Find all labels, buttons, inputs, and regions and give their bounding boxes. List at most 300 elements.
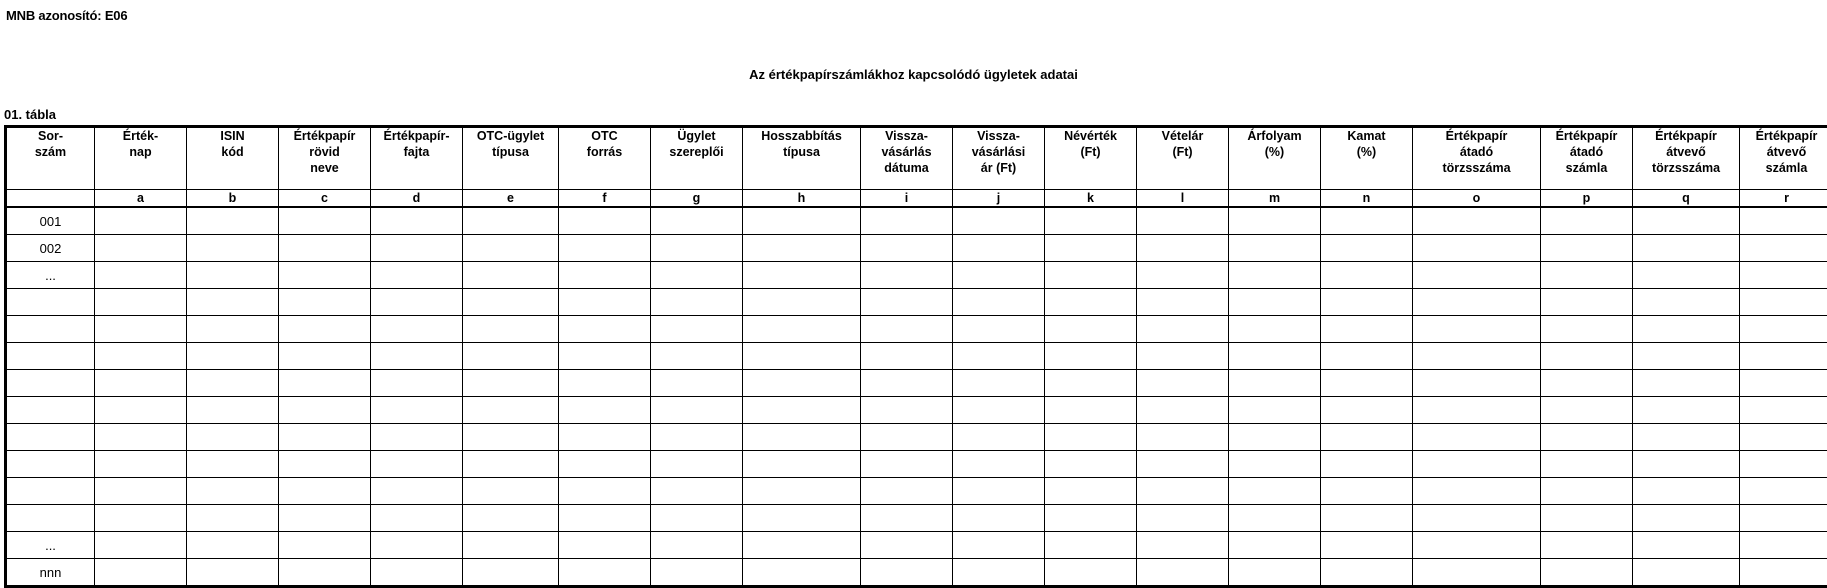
data-cell xyxy=(371,289,463,316)
data-cell xyxy=(1321,207,1413,235)
column-code: a xyxy=(95,190,187,208)
data-cell xyxy=(651,370,743,397)
data-cell xyxy=(187,343,279,370)
data-cell xyxy=(1137,235,1229,262)
data-cell xyxy=(1321,451,1413,478)
column-header: Vissza- vásárlás dátuma xyxy=(861,127,953,190)
table-row xyxy=(6,559,1827,587)
data-cell xyxy=(1413,262,1541,289)
data-cell xyxy=(651,424,743,451)
data-cell xyxy=(1137,289,1229,316)
data-cell xyxy=(279,505,371,532)
data-cell xyxy=(651,451,743,478)
column-code: f xyxy=(559,190,651,208)
data-cell xyxy=(559,370,651,397)
data-cell xyxy=(1541,532,1633,559)
data-cell xyxy=(651,316,743,343)
column-code: q xyxy=(1633,190,1740,208)
column-code: l xyxy=(1137,190,1229,208)
column-header: Értékpapír átvevő törzsszáma xyxy=(1633,127,1740,190)
data-cell xyxy=(861,370,953,397)
data-cell xyxy=(861,532,953,559)
data-cell xyxy=(95,207,187,235)
data-cell xyxy=(95,505,187,532)
data-cell xyxy=(1413,559,1541,587)
document-title: Az értékpapírszámlákhoz kapcsolódó ügyletek adatai xyxy=(0,67,1827,82)
data-cell xyxy=(953,478,1045,505)
data-cell xyxy=(1229,316,1321,343)
data-cell xyxy=(1137,207,1229,235)
data-cell xyxy=(1413,235,1541,262)
data-cell xyxy=(187,289,279,316)
data-cell xyxy=(953,343,1045,370)
data-cell xyxy=(371,505,463,532)
column-header: Érték- nap xyxy=(95,127,187,190)
data-cell xyxy=(1321,397,1413,424)
data-cell xyxy=(463,559,559,587)
data-cell xyxy=(1137,451,1229,478)
data-cell xyxy=(1229,532,1321,559)
data-cell xyxy=(279,343,371,370)
data-cell xyxy=(95,559,187,587)
data-cell xyxy=(1633,451,1740,478)
column-code: b xyxy=(187,190,279,208)
column-code: c xyxy=(279,190,371,208)
data-cell xyxy=(371,397,463,424)
data-cell xyxy=(559,451,651,478)
data-cell xyxy=(953,532,1045,559)
data-cell xyxy=(651,289,743,316)
data-cell xyxy=(187,370,279,397)
mnb-identifier: MNB azonosító: E06 xyxy=(6,8,127,23)
data-cell xyxy=(1229,207,1321,235)
data-cell xyxy=(463,289,559,316)
data-cell xyxy=(743,343,861,370)
data-cell xyxy=(1541,505,1633,532)
data-cell xyxy=(559,397,651,424)
data-cell xyxy=(1740,424,1827,451)
data-cell xyxy=(1137,397,1229,424)
row-number: 001 xyxy=(6,207,95,235)
table-row xyxy=(6,451,1827,478)
data-cell xyxy=(861,235,953,262)
column-code: m xyxy=(1229,190,1321,208)
column-header: Értékpapír átadó számla xyxy=(1541,127,1633,190)
data-cell xyxy=(651,532,743,559)
row-number xyxy=(6,397,95,424)
column-header: Értékpapír rövid neve xyxy=(279,127,371,190)
data-cell xyxy=(95,289,187,316)
row-number: ... xyxy=(6,532,95,559)
column-code: n xyxy=(1321,190,1413,208)
table-row xyxy=(6,235,1827,262)
data-cell xyxy=(1413,424,1541,451)
data-cell xyxy=(1045,316,1137,343)
column-header: OTC-ügylet típusa xyxy=(463,127,559,190)
data-cell xyxy=(463,505,559,532)
column-header: Értékpapír átvevő számla xyxy=(1740,127,1827,190)
data-cell xyxy=(1229,505,1321,532)
data-cell xyxy=(1740,207,1827,235)
data-cell xyxy=(371,424,463,451)
data-cell xyxy=(95,343,187,370)
data-cell xyxy=(1633,532,1740,559)
column-header: Hosszabbítás típusa xyxy=(743,127,861,190)
data-cell xyxy=(371,316,463,343)
header-row xyxy=(6,127,1827,190)
data-cell xyxy=(1541,370,1633,397)
data-cell xyxy=(279,207,371,235)
data-cell xyxy=(187,424,279,451)
data-cell xyxy=(743,532,861,559)
data-cell xyxy=(1321,289,1413,316)
data-cell xyxy=(743,559,861,587)
data-cell xyxy=(187,451,279,478)
data-cell xyxy=(743,451,861,478)
data-cell xyxy=(743,478,861,505)
data-cell xyxy=(463,235,559,262)
data-cell xyxy=(1740,532,1827,559)
data-cell xyxy=(1137,343,1229,370)
data-cell xyxy=(1541,289,1633,316)
data-cell xyxy=(861,505,953,532)
data-cell xyxy=(95,397,187,424)
data-cell xyxy=(1321,532,1413,559)
data-cell xyxy=(1740,235,1827,262)
data-cell xyxy=(1413,451,1541,478)
data-cell xyxy=(371,370,463,397)
data-cell xyxy=(953,370,1045,397)
data-cell xyxy=(1229,235,1321,262)
column-code: k xyxy=(1045,190,1137,208)
column-code: j xyxy=(953,190,1045,208)
data-cell xyxy=(279,397,371,424)
data-cell xyxy=(1321,235,1413,262)
data-cell xyxy=(187,532,279,559)
data-cell xyxy=(1633,505,1740,532)
data-cell xyxy=(1045,505,1137,532)
data-cell xyxy=(187,505,279,532)
data-cell xyxy=(861,262,953,289)
data-cell xyxy=(1541,235,1633,262)
data-cell xyxy=(371,343,463,370)
table-row xyxy=(6,343,1827,370)
data-cell xyxy=(1321,370,1413,397)
data-cell xyxy=(1229,262,1321,289)
data-cell xyxy=(371,207,463,235)
data-cell xyxy=(1413,207,1541,235)
data-cell xyxy=(1633,343,1740,370)
table-row xyxy=(6,207,1827,235)
data-cell xyxy=(953,289,1045,316)
data-cell xyxy=(1740,478,1827,505)
data-cell xyxy=(1740,559,1827,587)
data-cell xyxy=(651,262,743,289)
data-cell xyxy=(1541,397,1633,424)
data-cell xyxy=(953,451,1045,478)
data-cell xyxy=(371,559,463,587)
row-number: ... xyxy=(6,262,95,289)
table-label: 01. tábla xyxy=(4,107,56,122)
data-cell xyxy=(861,451,953,478)
data-cell xyxy=(953,235,1045,262)
data-cell xyxy=(743,289,861,316)
column-header: Értékpapír átadó törzsszáma xyxy=(1413,127,1541,190)
data-cell xyxy=(651,478,743,505)
data-cell xyxy=(1045,451,1137,478)
data-cell xyxy=(279,424,371,451)
row-number xyxy=(6,478,95,505)
data-cell xyxy=(559,235,651,262)
column-code: e xyxy=(463,190,559,208)
data-cell xyxy=(1740,316,1827,343)
data-cell xyxy=(1740,343,1827,370)
data-cell xyxy=(1045,207,1137,235)
column-header: Névérték (Ft) xyxy=(1045,127,1137,190)
column-header: Értékpapír- fajta xyxy=(371,127,463,190)
data-cell xyxy=(1413,316,1541,343)
data-cell xyxy=(1633,370,1740,397)
data-cell xyxy=(187,235,279,262)
data-cell xyxy=(861,316,953,343)
row-number xyxy=(6,505,95,532)
data-cell xyxy=(371,235,463,262)
data-cell xyxy=(463,451,559,478)
row-number: nnn xyxy=(6,559,95,587)
data-cell xyxy=(861,397,953,424)
data-cell xyxy=(1321,478,1413,505)
data-cell xyxy=(1541,478,1633,505)
data-cell xyxy=(953,505,1045,532)
data-cell xyxy=(1321,505,1413,532)
data-cell xyxy=(1321,316,1413,343)
row-number: 002 xyxy=(6,235,95,262)
data-cell xyxy=(1740,451,1827,478)
data-cell xyxy=(1137,424,1229,451)
data-cell xyxy=(1229,370,1321,397)
data-cell xyxy=(559,532,651,559)
data-cell xyxy=(1229,397,1321,424)
table-row xyxy=(6,289,1827,316)
data-cell xyxy=(187,207,279,235)
data-cell xyxy=(953,424,1045,451)
table-row xyxy=(6,532,1827,559)
data-cell xyxy=(95,235,187,262)
data-cell xyxy=(743,207,861,235)
data-cell xyxy=(743,316,861,343)
data-cell xyxy=(1740,505,1827,532)
data-cell xyxy=(1137,532,1229,559)
column-code: g xyxy=(651,190,743,208)
data-cell xyxy=(463,370,559,397)
data-cell xyxy=(187,559,279,587)
data-cell xyxy=(1137,478,1229,505)
column-header: ISIN kód xyxy=(187,127,279,190)
data-cell xyxy=(559,424,651,451)
data-cell xyxy=(1045,235,1137,262)
data-cell xyxy=(95,262,187,289)
table-row xyxy=(6,478,1827,505)
column-code: o xyxy=(1413,190,1541,208)
table-row xyxy=(6,505,1827,532)
column-header: Árfolyam (%) xyxy=(1229,127,1321,190)
data-cell xyxy=(1045,397,1137,424)
data-cell xyxy=(1321,424,1413,451)
data-cell xyxy=(1045,343,1137,370)
data-cell xyxy=(1137,505,1229,532)
data-cell xyxy=(463,262,559,289)
table-row xyxy=(6,397,1827,424)
data-cell xyxy=(1229,451,1321,478)
data-cell xyxy=(187,478,279,505)
data-cell xyxy=(861,207,953,235)
data-cell xyxy=(743,370,861,397)
data-cell xyxy=(1137,262,1229,289)
data-cell xyxy=(1633,316,1740,343)
data-cell xyxy=(743,235,861,262)
data-cell xyxy=(371,478,463,505)
column-code: i xyxy=(861,190,953,208)
data-cell xyxy=(953,207,1045,235)
data-cell xyxy=(1740,289,1827,316)
data-cell xyxy=(279,451,371,478)
data-cell xyxy=(559,289,651,316)
row-number xyxy=(6,316,95,343)
data-cell xyxy=(463,532,559,559)
data-cell xyxy=(1740,262,1827,289)
data-cell xyxy=(1045,370,1137,397)
data-cell xyxy=(279,235,371,262)
data-cell xyxy=(1541,343,1633,370)
column-header: Sor- szám xyxy=(6,127,95,190)
data-cell xyxy=(1633,478,1740,505)
data-cell xyxy=(1541,262,1633,289)
data-cell xyxy=(559,478,651,505)
data-cell xyxy=(1413,397,1541,424)
data-cell xyxy=(95,451,187,478)
data-cell xyxy=(1321,343,1413,370)
data-cell xyxy=(463,316,559,343)
data-cell xyxy=(953,316,1045,343)
data-cell xyxy=(1633,207,1740,235)
data-cell xyxy=(1321,559,1413,587)
data-cell xyxy=(1229,559,1321,587)
data-cell xyxy=(95,316,187,343)
data-cell xyxy=(1541,451,1633,478)
row-number xyxy=(6,370,95,397)
data-cell xyxy=(1413,532,1541,559)
data-cell xyxy=(279,289,371,316)
column-header: OTC forrás xyxy=(559,127,651,190)
column-code xyxy=(6,190,95,208)
data-cell xyxy=(463,424,559,451)
table-row xyxy=(6,316,1827,343)
data-cell xyxy=(953,262,1045,289)
data-cell xyxy=(279,262,371,289)
data-cell xyxy=(95,370,187,397)
data-cell xyxy=(1229,478,1321,505)
data-cell xyxy=(651,397,743,424)
data-cell xyxy=(743,397,861,424)
data-cell xyxy=(463,397,559,424)
data-cell xyxy=(1413,478,1541,505)
table-row xyxy=(6,424,1827,451)
data-cell xyxy=(861,559,953,587)
data-cell xyxy=(1229,424,1321,451)
data-cell xyxy=(1740,370,1827,397)
data-cell xyxy=(371,451,463,478)
column-code: p xyxy=(1541,190,1633,208)
data-cell xyxy=(861,478,953,505)
data-cell xyxy=(95,532,187,559)
data-cell xyxy=(1413,370,1541,397)
data-cell xyxy=(559,505,651,532)
data-cell xyxy=(1633,235,1740,262)
data-cell xyxy=(1229,343,1321,370)
data-cell xyxy=(1740,397,1827,424)
data-cell xyxy=(187,316,279,343)
data-cell xyxy=(463,478,559,505)
data-cell xyxy=(861,289,953,316)
row-number xyxy=(6,289,95,316)
column-code-row xyxy=(6,190,1827,208)
data-cell xyxy=(1137,559,1229,587)
data-cell xyxy=(187,262,279,289)
data-cell xyxy=(861,343,953,370)
table-row xyxy=(6,262,1827,289)
column-header: Vissza- vásárlási ár (Ft) xyxy=(953,127,1045,190)
data-cell xyxy=(953,559,1045,587)
transactions-table xyxy=(4,125,1827,588)
data-cell xyxy=(371,532,463,559)
column-header: Kamat (%) xyxy=(1321,127,1413,190)
data-cell xyxy=(1413,289,1541,316)
column-header: Ügylet szereplői xyxy=(651,127,743,190)
data-cell xyxy=(559,559,651,587)
column-header: Vételár (Ft) xyxy=(1137,127,1229,190)
data-cell xyxy=(371,262,463,289)
data-cell xyxy=(1137,370,1229,397)
row-number xyxy=(6,343,95,370)
data-cell xyxy=(1045,424,1137,451)
data-cell xyxy=(95,478,187,505)
data-cell xyxy=(1633,262,1740,289)
data-cell xyxy=(1541,207,1633,235)
data-cell xyxy=(651,505,743,532)
data-cell xyxy=(1541,424,1633,451)
data-cell xyxy=(1045,532,1137,559)
data-cell xyxy=(279,532,371,559)
column-code: d xyxy=(371,190,463,208)
data-cell xyxy=(187,397,279,424)
column-code: h xyxy=(743,190,861,208)
data-cell xyxy=(559,207,651,235)
data-cell xyxy=(1633,397,1740,424)
data-cell xyxy=(1229,289,1321,316)
data-cell xyxy=(279,559,371,587)
data-cell xyxy=(1541,559,1633,587)
data-cell xyxy=(1633,424,1740,451)
data-cell xyxy=(651,207,743,235)
data-cell xyxy=(559,316,651,343)
row-number xyxy=(6,424,95,451)
data-cell xyxy=(743,424,861,451)
data-cell xyxy=(463,343,559,370)
row-number xyxy=(6,451,95,478)
data-cell xyxy=(279,316,371,343)
data-cell xyxy=(1321,262,1413,289)
data-cell xyxy=(1045,262,1137,289)
